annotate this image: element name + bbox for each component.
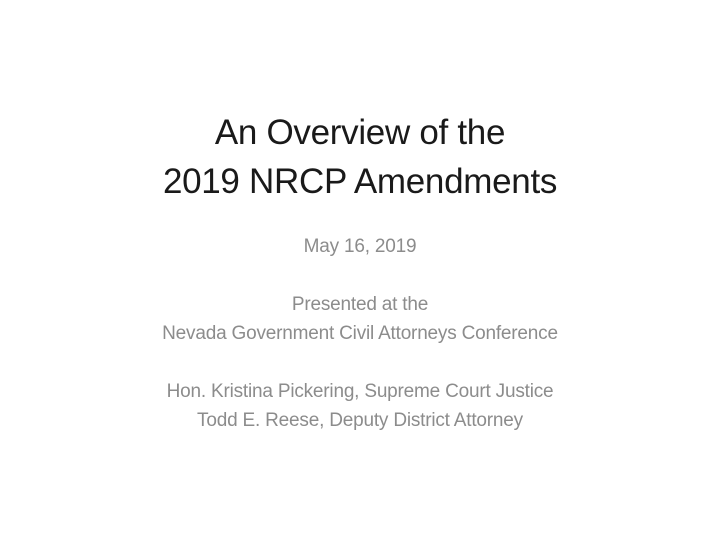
presentation-date: May 16, 2019 bbox=[303, 236, 417, 257]
title-line-2: 2019 NRCP Amendments bbox=[162, 162, 558, 201]
presented-line-1: Presented at the bbox=[291, 294, 429, 315]
slide-title bbox=[40, 108, 680, 206]
spacer bbox=[40, 348, 680, 377]
slide-subtitle bbox=[40, 232, 680, 435]
title-line-1: An Overview of the bbox=[214, 113, 506, 152]
presented-line-2: Nevada Government Civil Attorneys Conference bbox=[162, 323, 558, 344]
presenter-1: Hon. Kristina Pickering, Supreme Court Justice bbox=[166, 381, 554, 402]
spacer bbox=[40, 261, 680, 290]
presenter-2: Todd E. Reese, Deputy District Attorney bbox=[197, 410, 523, 431]
